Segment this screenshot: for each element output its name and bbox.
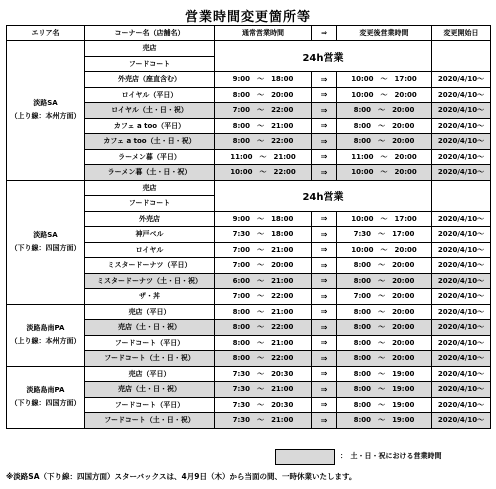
arrow-cell: ⇒ <box>312 366 337 382</box>
changed-hours-cell <box>337 118 432 134</box>
time-open: 8:00 <box>353 106 372 115</box>
time-close: 20:00 <box>392 292 415 301</box>
time-close: 20:00 <box>392 261 415 270</box>
open-24h-cell: 24h営業 <box>215 41 432 72</box>
start-date-cell: 2020/4/10～ <box>432 413 491 429</box>
corner-name-cell: フードコート <box>85 196 215 212</box>
time-close: 21:00 <box>271 121 294 130</box>
tilde-separator: ～ <box>380 214 388 223</box>
tilde-separator: ～ <box>257 400 265 409</box>
time-close: 20:00 <box>394 90 417 99</box>
start-date-cell: 2020/4/10～ <box>432 87 491 103</box>
arrow-cell: ⇒ <box>312 242 337 258</box>
corner-name-cell: ラーメン暮（土・日・祝） <box>85 165 215 181</box>
tilde-separator: ～ <box>257 90 265 99</box>
arrow-cell: ⇒ <box>312 320 337 336</box>
time-open: 6:00 <box>232 276 251 285</box>
tilde-separator: ～ <box>378 416 386 425</box>
time-close: 21:00 <box>271 307 294 316</box>
changed-hours-cell <box>337 149 432 165</box>
arrow-cell: ⇒ <box>312 72 337 88</box>
time-open: 10:00 <box>351 75 374 84</box>
normal-hours-cell <box>215 227 312 243</box>
start-date-cell: 2020/4/10～ <box>432 258 491 274</box>
corner-name-cell: 売店（土・日・祝） <box>85 320 215 336</box>
start-date-cell: 2020/4/10～ <box>432 304 491 320</box>
start-date-cell: 2020/4/10～ <box>432 242 491 258</box>
area-name-line: 淡路SA <box>33 231 58 239</box>
time-open: 8:00 <box>353 369 372 378</box>
corner-name-cell: カフェ a too（平日） <box>85 118 215 134</box>
time-open: 10:00 <box>351 214 374 223</box>
header-arrow: ⇒ <box>312 26 337 41</box>
arrow-cell: ⇒ <box>312 289 337 305</box>
table-header-row <box>7 26 491 41</box>
tilde-separator: ～ <box>259 152 267 161</box>
time-open: 10:00 <box>351 245 374 254</box>
tilde-separator: ～ <box>378 121 386 130</box>
time-close: 20:00 <box>392 137 415 146</box>
start-date-empty-cell <box>432 180 491 211</box>
time-open: 7:30 <box>232 385 251 394</box>
time-close: 21:00 <box>271 338 294 347</box>
normal-hours-cell <box>215 211 312 227</box>
time-open: 7:00 <box>353 292 372 301</box>
tilde-separator: ～ <box>257 121 265 130</box>
time-open: 8:00 <box>353 338 372 347</box>
time-open: 8:00 <box>232 121 251 130</box>
changed-hours-cell <box>337 72 432 88</box>
time-open: 7:30 <box>232 369 251 378</box>
time-close: 20:00 <box>392 338 415 347</box>
time-close: 18:00 <box>271 75 294 84</box>
changed-hours-cell <box>337 134 432 150</box>
arrow-cell: ⇒ <box>312 227 337 243</box>
start-date-cell: 2020/4/10～ <box>432 320 491 336</box>
area-name-line: （下り線：四国方面） <box>10 399 81 407</box>
tilde-separator: ～ <box>257 137 265 146</box>
arrow-cell: ⇒ <box>312 103 337 119</box>
area-name-line: 淡路島南PA <box>26 386 65 394</box>
arrow-cell: ⇒ <box>312 211 337 227</box>
corner-name-cell: 売店 <box>85 180 215 196</box>
time-open: 8:00 <box>353 307 372 316</box>
time-open: 9:00 <box>232 75 251 84</box>
tilde-separator: ～ <box>257 261 265 270</box>
normal-hours-cell <box>215 149 312 165</box>
start-date-cell: 2020/4/10～ <box>432 103 491 119</box>
corner-name-cell: ロイヤル（土・日・祝） <box>85 103 215 119</box>
time-close: 20:00 <box>392 307 415 316</box>
time-open: 8:00 <box>353 416 372 425</box>
changed-hours-cell <box>337 242 432 258</box>
tilde-separator: ～ <box>257 75 265 84</box>
area-name-line: （下り線：四国方面） <box>10 244 81 252</box>
tilde-separator: ～ <box>257 354 265 363</box>
corner-name-cell: ミスタードーナツ（平日） <box>85 258 215 274</box>
tilde-separator: ～ <box>380 168 388 177</box>
corner-name-cell: ザ・丼 <box>85 289 215 305</box>
time-close: 20:00 <box>394 245 417 254</box>
start-date-cell: 2020/4/10～ <box>432 149 491 165</box>
tilde-separator: ～ <box>257 276 265 285</box>
time-close: 22:00 <box>273 168 296 177</box>
corner-name-cell: フードコート（土・日・祝） <box>85 413 215 429</box>
tilde-separator: ～ <box>380 245 388 254</box>
tilde-separator: ～ <box>257 230 265 239</box>
legend-swatch <box>275 449 335 465</box>
start-date-cell: 2020/4/10～ <box>432 397 491 413</box>
arrow-cell: ⇒ <box>312 273 337 289</box>
changed-hours-cell <box>337 211 432 227</box>
normal-hours-cell <box>215 87 312 103</box>
arrow-cell: ⇒ <box>312 134 337 150</box>
tilde-separator: ～ <box>378 106 386 115</box>
tilde-separator: ～ <box>378 307 386 316</box>
time-open: 8:00 <box>353 400 372 409</box>
tilde-separator: ～ <box>378 323 386 332</box>
normal-hours-cell <box>215 335 312 351</box>
time-close: 21:00 <box>271 416 294 425</box>
tilde-separator: ～ <box>257 369 265 378</box>
tilde-separator: ～ <box>378 369 386 378</box>
changed-hours-cell <box>337 273 432 289</box>
time-open: 8:00 <box>353 137 372 146</box>
time-close: 20:00 <box>392 106 415 115</box>
time-close: 20:30 <box>271 369 294 378</box>
normal-hours-cell <box>215 320 312 336</box>
corner-name-cell: ラーメン暮（平日） <box>85 149 215 165</box>
start-date-cell: 2020/4/10～ <box>432 382 491 398</box>
tilde-separator: ～ <box>257 323 265 332</box>
time-open: 7:00 <box>232 106 251 115</box>
tilde-separator: ～ <box>257 106 265 115</box>
normal-hours-cell <box>215 118 312 134</box>
tilde-separator: ～ <box>378 276 386 285</box>
corner-name-cell: 売店 <box>85 41 215 57</box>
tilde-separator: ～ <box>380 152 388 161</box>
time-open: 8:00 <box>232 90 251 99</box>
corner-name-cell: ミスタードーナツ（土・日・祝） <box>85 273 215 289</box>
arrow-cell: ⇒ <box>312 335 337 351</box>
tilde-separator: ～ <box>259 168 267 177</box>
start-date-cell: 2020/4/10～ <box>432 134 491 150</box>
time-close: 22:00 <box>271 354 294 363</box>
time-open: 8:00 <box>353 261 372 270</box>
time-open: 7:30 <box>232 230 251 239</box>
changed-hours-cell <box>337 335 432 351</box>
header-corner: コーナー名（店舗名） <box>85 26 215 41</box>
start-date-cell: 2020/4/10～ <box>432 335 491 351</box>
tilde-separator: ～ <box>257 338 265 347</box>
time-open: 8:00 <box>232 338 251 347</box>
header-area: エリア名 <box>7 26 85 41</box>
changed-hours-cell <box>337 413 432 429</box>
arrow-cell: ⇒ <box>312 397 337 413</box>
table-row <box>7 180 491 196</box>
time-open: 7:30 <box>232 416 251 425</box>
time-close: 22:00 <box>271 106 294 115</box>
area-name-line: 淡路島南PA <box>26 324 65 332</box>
area-name-line: （上り線：本州方面） <box>10 112 81 121</box>
changed-hours-cell <box>337 165 432 181</box>
start-date-cell: 2020/4/10～ <box>432 351 491 367</box>
arrow-cell: ⇒ <box>312 304 337 320</box>
time-open: 8:00 <box>232 137 251 146</box>
time-close: 22:00 <box>271 292 294 301</box>
changed-hours-cell <box>337 87 432 103</box>
time-close: 22:00 <box>271 323 294 332</box>
changed-hours-cell <box>337 397 432 413</box>
normal-hours-cell <box>215 351 312 367</box>
tilde-separator: ～ <box>378 338 386 347</box>
arrow-cell: ⇒ <box>312 149 337 165</box>
time-close: 20:00 <box>271 261 294 270</box>
time-close: 21:00 <box>271 245 294 254</box>
tilde-separator: ～ <box>380 90 388 99</box>
changed-hours-cell <box>337 304 432 320</box>
corner-name-cell: 神戸ベル <box>85 227 215 243</box>
start-date-cell: 2020/4/10～ <box>432 118 491 134</box>
tilde-separator: ～ <box>257 385 265 394</box>
corner-name-cell: ロイヤル（平日） <box>85 87 215 103</box>
time-open: 7:00 <box>232 261 251 270</box>
start-date-cell: 2020/4/10～ <box>432 72 491 88</box>
tilde-separator: ～ <box>378 354 386 363</box>
tilde-separator: ～ <box>257 416 265 425</box>
time-close: 18:00 <box>271 214 294 223</box>
time-close: 19:00 <box>392 385 415 394</box>
time-open: 8:00 <box>353 385 372 394</box>
normal-hours-cell <box>215 103 312 119</box>
corner-name-cell: 売店（平日） <box>85 304 215 320</box>
header-normal-hours: 通常営業時間 <box>215 26 312 41</box>
arrow-cell: ⇒ <box>312 258 337 274</box>
normal-hours-cell <box>215 382 312 398</box>
time-close: 17:00 <box>392 230 415 239</box>
time-open: 8:00 <box>232 307 251 316</box>
arrow-cell: ⇒ <box>312 118 337 134</box>
time-close: 17:00 <box>394 214 417 223</box>
time-close: 19:00 <box>392 400 415 409</box>
corner-name-cell: フードコート（土・日・祝） <box>85 351 215 367</box>
corner-name-cell: 外売店（座直含む） <box>85 72 215 88</box>
start-date-cell: 2020/4/10～ <box>432 366 491 382</box>
tilde-separator: ～ <box>378 261 386 270</box>
corner-name-cell: フードコート（平日） <box>85 335 215 351</box>
tilde-separator: ～ <box>378 292 386 301</box>
area-name-line: 淡路SA <box>33 99 58 108</box>
normal-hours-cell <box>215 304 312 320</box>
corner-name-cell: 外売店 <box>85 211 215 227</box>
time-close: 20:00 <box>394 168 417 177</box>
start-date-cell: 2020/4/10～ <box>432 227 491 243</box>
start-date-cell: 2020/4/10～ <box>432 289 491 305</box>
time-open: 9:00 <box>232 214 251 223</box>
time-open: 11:00 <box>351 152 374 161</box>
time-close: 22:00 <box>271 137 294 146</box>
normal-hours-cell <box>215 366 312 382</box>
corner-name-cell: 売店（平日） <box>85 366 215 382</box>
normal-hours-cell <box>215 165 312 181</box>
page-title: 営業時間変更箇所等 <box>184 10 311 25</box>
arrow-cell: ⇒ <box>312 413 337 429</box>
tilde-separator: ～ <box>378 400 386 409</box>
changed-hours-cell <box>337 366 432 382</box>
normal-hours-cell <box>215 289 312 305</box>
time-open: 8:00 <box>353 323 372 332</box>
normal-hours-cell <box>215 397 312 413</box>
tilde-separator: ～ <box>378 137 386 146</box>
arrow-cell: ⇒ <box>312 351 337 367</box>
corner-name-cell: 売店（土・日・祝） <box>85 382 215 398</box>
table-row <box>7 366 491 382</box>
corner-name-cell: フードコート（平日） <box>85 397 215 413</box>
time-open: 10:00 <box>351 168 374 177</box>
normal-hours-cell <box>215 258 312 274</box>
tilde-separator: ～ <box>257 292 265 301</box>
time-close: 20:00 <box>392 276 415 285</box>
time-close: 21:00 <box>271 276 294 285</box>
normal-hours-cell <box>215 242 312 258</box>
time-open: 8:00 <box>353 276 372 285</box>
tilde-separator: ～ <box>378 385 386 394</box>
tilde-separator: ～ <box>257 245 265 254</box>
time-close: 19:00 <box>392 416 415 425</box>
time-open: 10:00 <box>351 90 374 99</box>
changed-hours-cell <box>337 227 432 243</box>
time-close: 17:00 <box>394 75 417 84</box>
header-start-date: 変更開始日 <box>432 26 491 41</box>
time-open: 7:30 <box>232 400 251 409</box>
normal-hours-cell <box>215 72 312 88</box>
time-open: 8:00 <box>232 323 251 332</box>
area-name-cell <box>7 41 85 181</box>
arrow-cell: ⇒ <box>312 87 337 103</box>
time-close: 20:00 <box>392 354 415 363</box>
normal-hours-cell <box>215 413 312 429</box>
time-close: 21:00 <box>271 385 294 394</box>
corner-name-cell: フードコート <box>85 56 215 72</box>
time-open: 11:00 <box>230 152 253 161</box>
business-hours-table <box>6 25 491 429</box>
changed-hours-cell <box>337 320 432 336</box>
table-row <box>7 41 491 57</box>
header-changed-hours: 変更後営業時間 <box>337 26 432 41</box>
arrow-cell: ⇒ <box>312 382 337 398</box>
start-date-cell: 2020/4/10～ <box>432 211 491 227</box>
area-name-cell <box>7 366 85 428</box>
time-close: 19:00 <box>392 369 415 378</box>
time-open: 7:00 <box>232 245 251 254</box>
normal-hours-cell <box>215 273 312 289</box>
time-close: 20:00 <box>271 90 294 99</box>
time-open: 7:00 <box>232 292 251 301</box>
time-close: 20:00 <box>392 121 415 130</box>
arrow-cell: ⇒ <box>312 165 337 181</box>
start-date-cell: 2020/4/10～ <box>432 273 491 289</box>
tilde-separator: ～ <box>257 214 265 223</box>
corner-name-cell: ロイヤル <box>85 242 215 258</box>
time-close: 20:00 <box>394 152 417 161</box>
time-open: 8:00 <box>353 354 372 363</box>
changed-hours-cell <box>337 258 432 274</box>
time-open: 8:00 <box>232 354 251 363</box>
changed-hours-cell <box>337 382 432 398</box>
tilde-separator: ～ <box>257 307 265 316</box>
table-body <box>7 41 491 429</box>
time-open: 7:30 <box>353 230 372 239</box>
table-row <box>7 304 491 320</box>
footnote: ※淡路SA（下り線：四国方面）スターバックスは、4月9日（木）から当面の間、一時休業いたします。 <box>6 472 357 481</box>
time-open: 8:00 <box>353 121 372 130</box>
area-name-cell <box>7 304 85 366</box>
open-24h-cell: 24h営業 <box>215 180 432 211</box>
changed-hours-cell <box>337 351 432 367</box>
legend-text: ： 土・日・祝における営業時間 <box>340 452 442 460</box>
time-open: 10:00 <box>230 168 253 177</box>
normal-hours-cell <box>215 134 312 150</box>
time-close: 21:00 <box>273 152 296 161</box>
changed-hours-cell <box>337 289 432 305</box>
time-close: 20:00 <box>392 323 415 332</box>
tilde-separator: ～ <box>378 230 386 239</box>
start-date-cell: 2020/4/10～ <box>432 165 491 181</box>
time-close: 18:00 <box>271 230 294 239</box>
corner-name-cell: カフェ a too（土・日・祝） <box>85 134 215 150</box>
changed-hours-cell <box>337 103 432 119</box>
start-date-empty-cell <box>432 41 491 72</box>
time-close: 20:30 <box>271 400 294 409</box>
area-name-cell <box>7 180 85 304</box>
area-name-line: （上り線：本州方面） <box>10 337 81 345</box>
tilde-separator: ～ <box>380 75 388 84</box>
